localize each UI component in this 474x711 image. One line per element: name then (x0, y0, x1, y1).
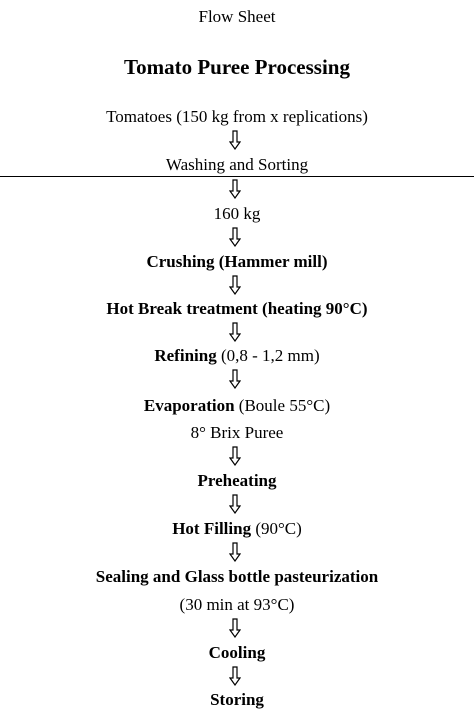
step-storing (0, 691, 474, 708)
down-arrow-icon (229, 446, 241, 466)
step-storing-bold: Storing (210, 690, 264, 709)
arrow-8 (229, 494, 241, 514)
step-preheating-bold: Preheating (197, 471, 277, 490)
step-pasteurization-detail-text: (30 min at 93°C) (179, 595, 295, 614)
horizontal-rule (0, 176, 474, 177)
step-brix-puree-text: 8° Brix Puree (190, 423, 284, 442)
arrow-4 (229, 275, 241, 295)
step-crushing (0, 253, 474, 270)
arrow-9 (229, 542, 241, 562)
down-arrow-icon (229, 179, 241, 199)
arrow-10 (229, 618, 241, 638)
step-brix-puree (0, 424, 474, 441)
step-evaporation (0, 397, 474, 414)
down-arrow-icon (229, 494, 241, 514)
step-cooling-bold: Cooling (208, 643, 266, 662)
step-evaporation-bold: Evaporation (143, 396, 235, 415)
arrow-7 (229, 446, 241, 466)
step-tomatoes-text: Tomatoes (150 kg from x replications) (106, 107, 368, 126)
down-arrow-icon (229, 369, 241, 389)
step-hot-filling-detail: (90°C) (251, 519, 302, 538)
step-evaporation-detail: (Boule 55°C) (234, 396, 331, 415)
down-arrow-icon (229, 227, 241, 247)
step-refining-detail: (0,8 - 1,2 mm) (216, 346, 320, 365)
arrow-3 (229, 227, 241, 247)
down-arrow-icon (229, 130, 241, 150)
down-arrow-icon (229, 542, 241, 562)
arrow-5 (229, 322, 241, 342)
arrow-2 (229, 179, 241, 199)
step-refining (0, 347, 474, 364)
step-sealing-pasteurization-bold: Sealing and Glass bottle pasteurization (95, 567, 379, 586)
step-pasteurization-detail (0, 596, 474, 613)
step-hot-break-bold: Hot Break treatment (heating 90°C) (106, 299, 368, 318)
step-crushing-bold: Crushing (Hammer mill) (146, 252, 328, 271)
diagram-title: Tomato Puree Processing (124, 55, 350, 79)
step-sealing-pasteurization (0, 568, 474, 585)
step-160kg (0, 205, 474, 222)
down-arrow-icon (229, 666, 241, 686)
down-arrow-icon (229, 618, 241, 638)
step-160kg-text: 160 kg (213, 204, 261, 223)
step-hot-filling-bold: Hot Filling (172, 519, 252, 538)
step-refining-bold: Refining (154, 346, 217, 365)
step-washing-sorting-text: Washing and Sorting (165, 155, 309, 174)
arrow-6 (229, 369, 241, 389)
step-hot-break (0, 300, 474, 317)
down-arrow-icon (229, 275, 241, 295)
step-preheating (0, 472, 474, 489)
arrow-11 (229, 666, 241, 686)
down-arrow-icon (229, 322, 241, 342)
step-washing-sorting (0, 156, 474, 173)
step-hot-filling (0, 520, 474, 537)
arrow-1 (229, 130, 241, 150)
step-tomatoes (0, 108, 474, 125)
flow-sheet-caption: Flow Sheet (198, 7, 276, 26)
step-cooling (0, 644, 474, 661)
